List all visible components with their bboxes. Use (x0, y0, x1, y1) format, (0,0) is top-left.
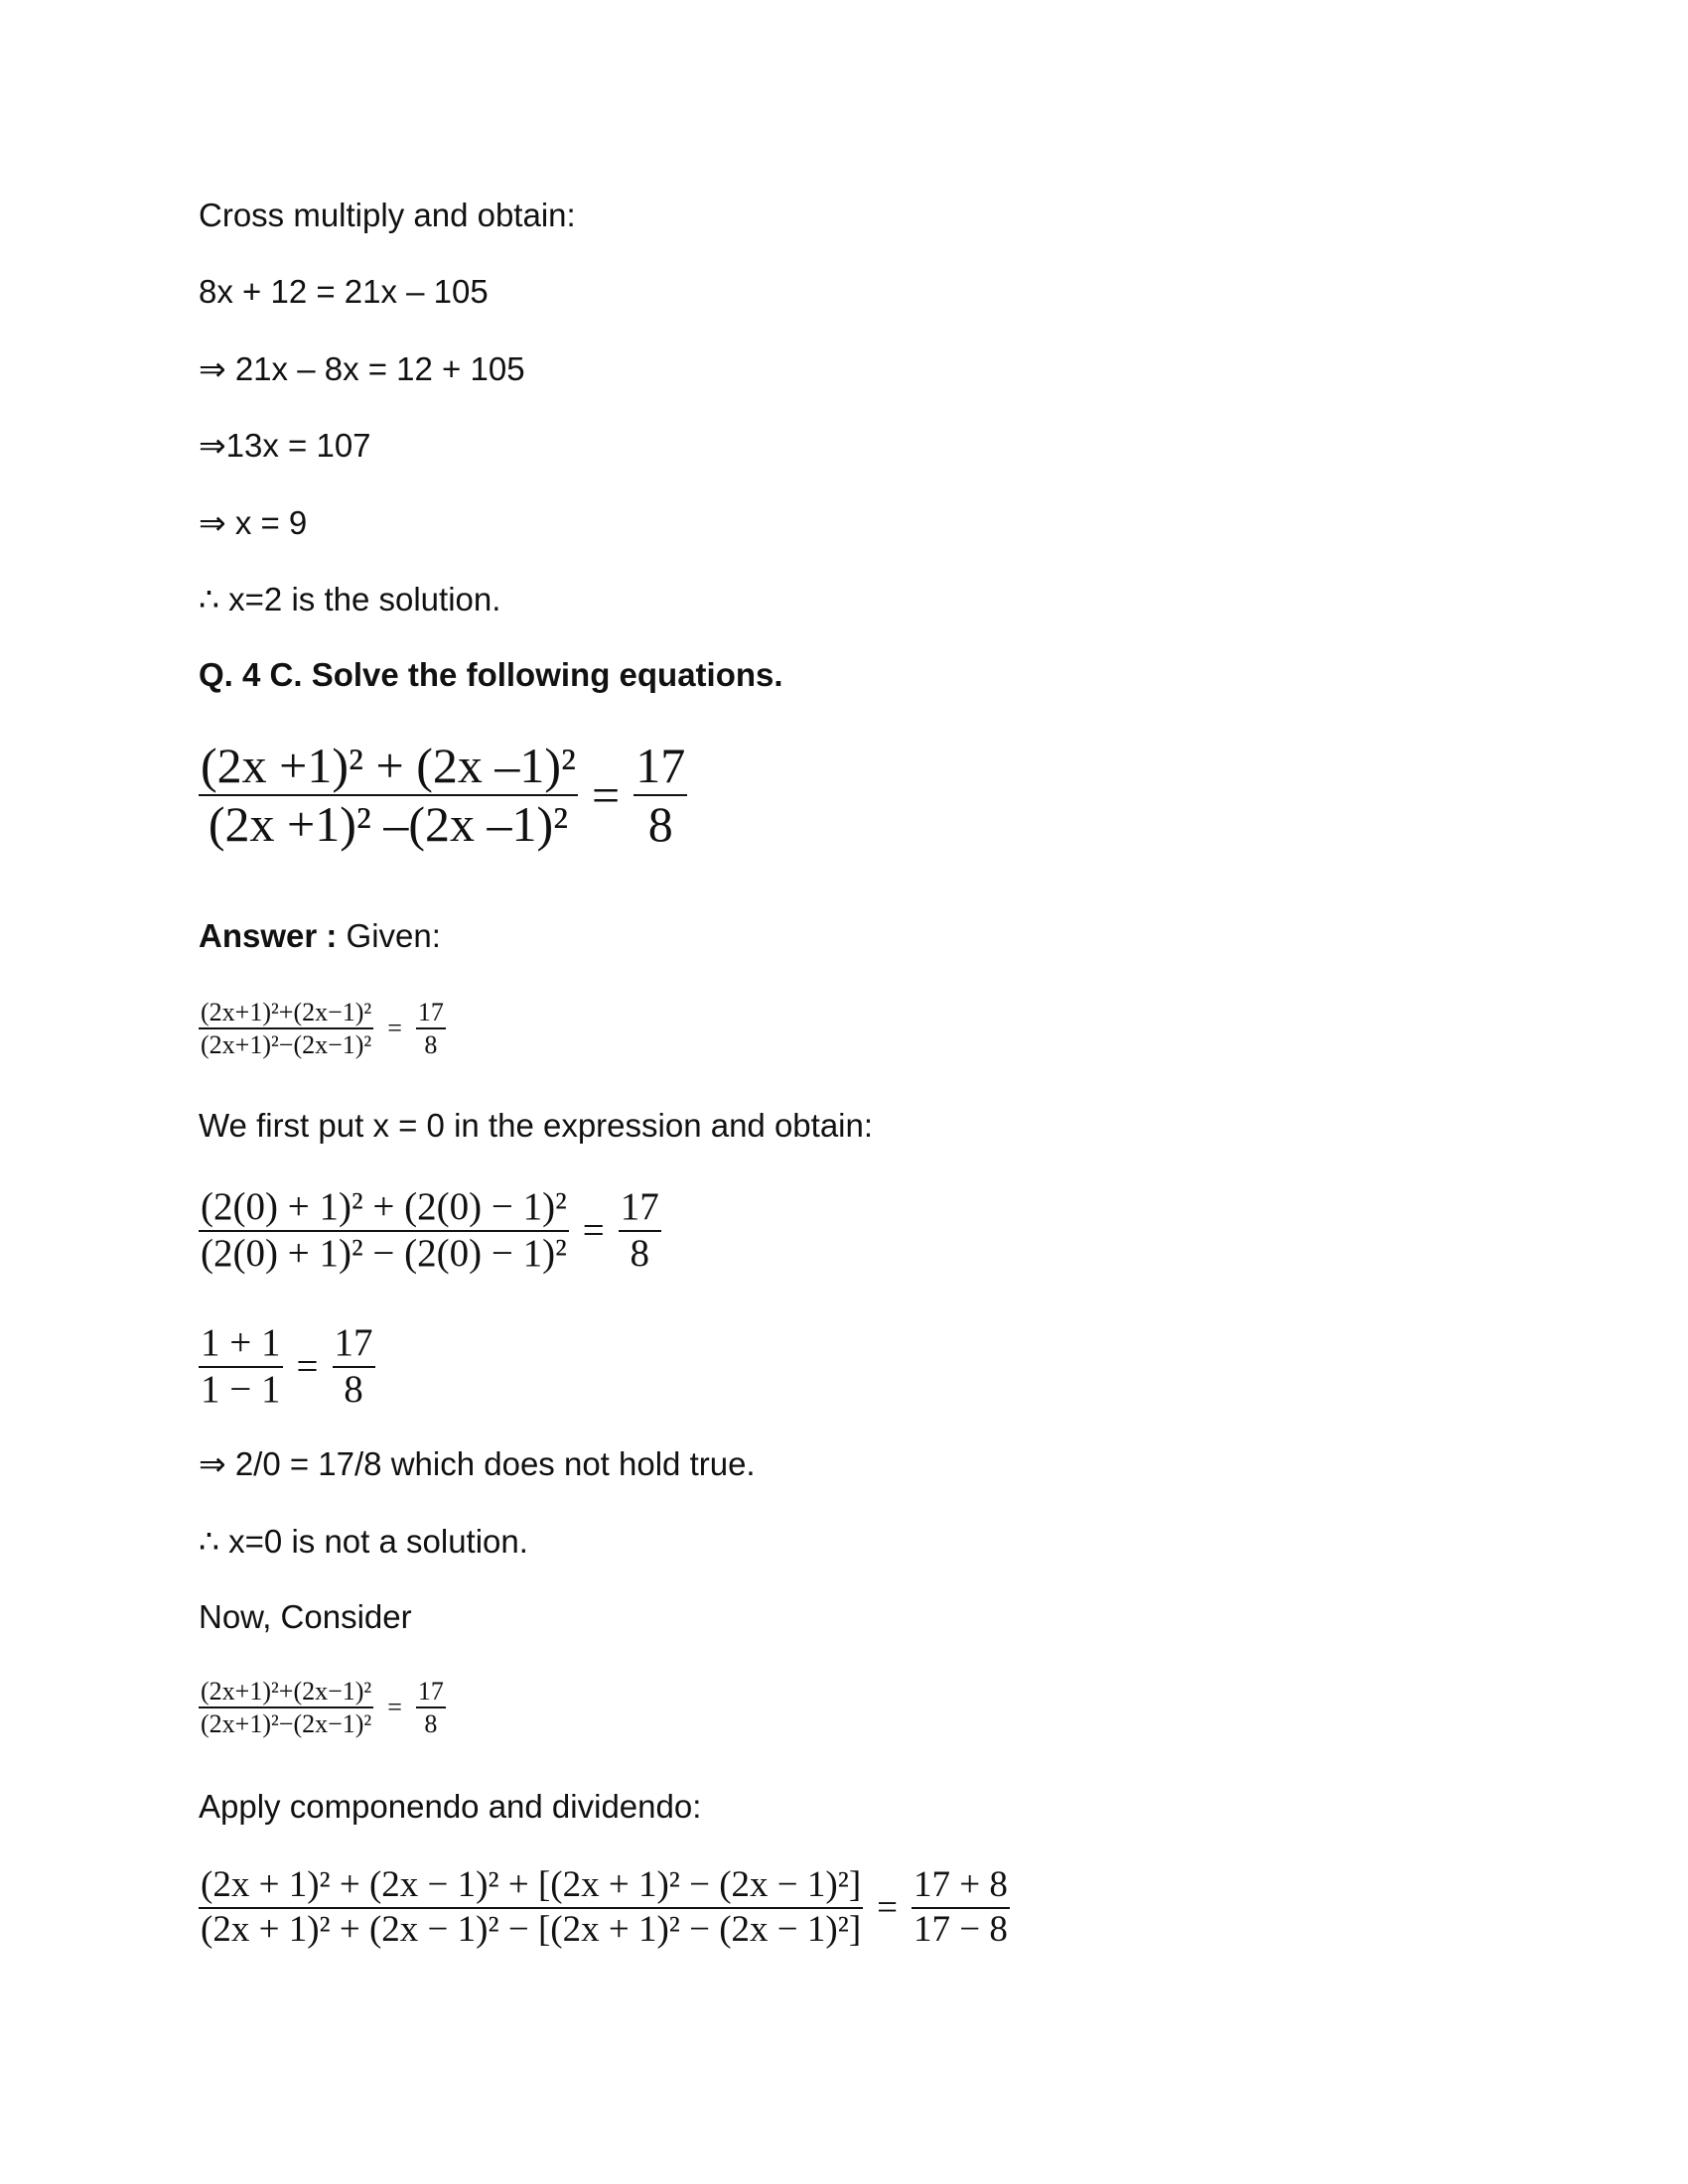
numerator: (2(0) + 1)² + (2(0) − 1)² (199, 1187, 569, 1232)
equals-sign: = (296, 1345, 319, 1389)
answer-line (199, 917, 441, 955)
fraction-lhs (199, 999, 373, 1059)
equals-sign: = (582, 1209, 605, 1253)
text-line: ⇒ 21x – 8x = 12 + 105 (199, 350, 525, 387)
numerator: (2x + 1)² + (2x − 1)² + [(2x + 1)² − (2x − 1)²] (199, 1866, 863, 1909)
fraction-rhs (416, 1678, 446, 1738)
text-line: Apply componendo and dividendo: (199, 1788, 702, 1825)
fraction-lhs (199, 1678, 373, 1738)
simplified-equation (199, 1323, 375, 1411)
fraction-lhs (199, 1323, 283, 1411)
numerator: (2x+1)²+(2x−1)² (199, 1678, 373, 1708)
denominator: 8 (344, 1367, 363, 1411)
question-equation (199, 740, 687, 850)
numerator: 17 (416, 999, 446, 1029)
fraction-lhs (199, 740, 578, 850)
denominator: 1 − 1 (201, 1367, 281, 1411)
denominator: 8 (424, 1709, 438, 1739)
text-line: Now, Consider (199, 1598, 412, 1635)
numerator: 17 (633, 740, 687, 796)
fraction-rhs (912, 1866, 1010, 1950)
denominator: (2x+1)²−(2x−1)² (201, 1030, 372, 1060)
denominator: (2(0) + 1)² − (2(0) − 1)² (201, 1231, 567, 1275)
fraction-rhs (633, 740, 687, 850)
fraction-lhs (199, 1866, 863, 1950)
question-heading: Q. 4 C. Solve the following equations. (199, 656, 783, 693)
fraction-rhs (416, 999, 446, 1059)
numerator: 17 (333, 1323, 375, 1368)
text-line: We first put x = 0 in the expression and obtain: (199, 1107, 874, 1144)
numerator: 17 (619, 1187, 661, 1232)
equals-sign: = (877, 1887, 899, 1929)
answer-label: Answer : (199, 917, 338, 954)
denominator: (2x+1)²−(2x−1)² (201, 1709, 372, 1739)
denominator: 8 (647, 795, 673, 852)
denominator: (2x +1)² –(2x –1)² (208, 795, 569, 852)
equals-sign: = (591, 766, 621, 823)
equals-sign: = (387, 1014, 402, 1043)
consider-equation (199, 1678, 446, 1738)
given-equation (199, 999, 446, 1059)
denominator: (2x + 1)² + (2x − 1)² − [(2x + 1)² − (2x − 1)²] (201, 1908, 862, 1950)
denominator: 8 (424, 1030, 438, 1060)
text-line: ∴ x=0 is not a solution. (199, 1523, 528, 1560)
substitution-equation (199, 1187, 661, 1275)
equals-sign: = (387, 1693, 402, 1722)
answer-given: Given: (337, 917, 441, 954)
text-line: Cross multiply and obtain: (199, 197, 576, 233)
text-line: ⇒13x = 107 (199, 427, 371, 464)
numerator: (2x+1)²+(2x−1)² (199, 999, 373, 1029)
text-line: ⇒ x = 9 (199, 504, 308, 541)
componendo-equation (199, 1866, 1010, 1950)
text-line: 8x + 12 = 21x – 105 (199, 273, 489, 310)
denominator: 8 (630, 1231, 650, 1275)
text-line: ⇒ 2/0 = 17/8 which does not hold true. (199, 1445, 756, 1482)
fraction-lhs (199, 1187, 569, 1275)
fraction-rhs (619, 1187, 661, 1275)
numerator: (2x +1)² + (2x –1)² (199, 740, 578, 796)
text-line: ∴ x=2 is the solution. (199, 581, 501, 617)
numerator: 17 + 8 (912, 1866, 1010, 1909)
numerator: 17 (416, 1678, 446, 1708)
denominator: 17 − 8 (914, 1908, 1008, 1950)
fraction-rhs (333, 1323, 375, 1411)
numerator: 1 + 1 (199, 1323, 283, 1368)
